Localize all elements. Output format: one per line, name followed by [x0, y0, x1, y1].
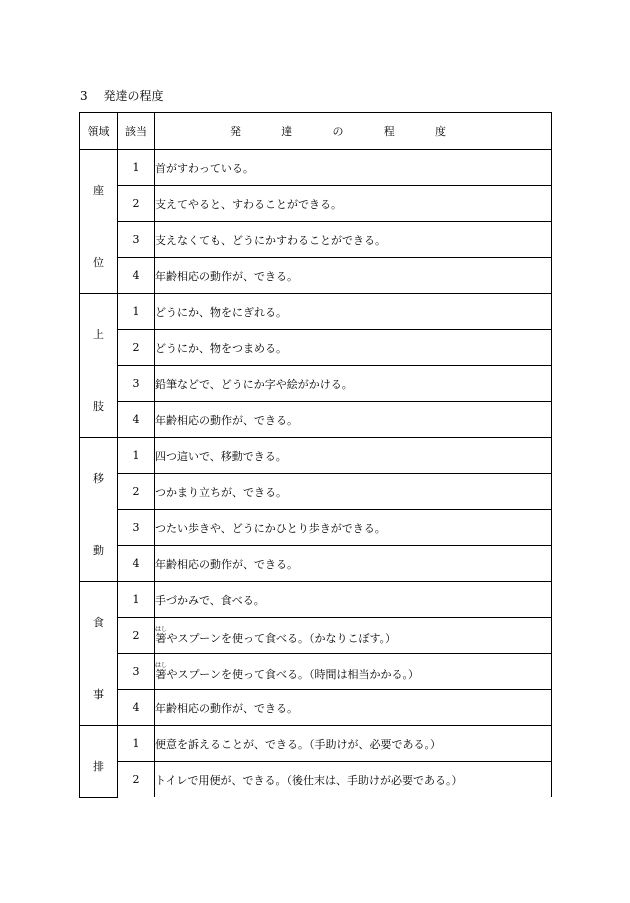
row-number: 1 — [118, 294, 155, 330]
row-description — [155, 654, 552, 690]
row-number: 4 — [118, 258, 155, 294]
row-number: 4 — [118, 690, 155, 726]
table-row — [80, 654, 552, 690]
row-number: 1 — [118, 582, 155, 618]
domain-char: 座 — [93, 184, 104, 197]
row-description: 便意を訴えることが、できる。（手助けが、必要である。） — [155, 726, 552, 762]
table-row — [80, 222, 552, 258]
domain-char: 位 — [93, 256, 104, 269]
row-description: 支えてやると、すわることができる。 — [155, 186, 552, 222]
header-applicable: 該当 — [118, 113, 155, 150]
table-row — [80, 726, 552, 762]
row-description: 鉛筆などで、どうにか字や絵がかける。 — [155, 366, 552, 402]
row-description-text: やスプーンを使って食べる。（かなりこぼす。） — [166, 631, 397, 645]
row-number: 2 — [118, 330, 155, 366]
row-number: 2 — [118, 762, 155, 798]
header-degree-char: 達 — [281, 125, 293, 138]
header-degree-char: 程 — [383, 125, 395, 138]
header-degree-char: の — [332, 125, 344, 138]
domain-cell-sitting — [80, 150, 118, 294]
domain-cell-upper-limb — [80, 294, 118, 438]
domain-char: 事 — [93, 688, 104, 701]
domain-char: 上 — [93, 328, 104, 341]
header-degree-char: 度 — [435, 125, 446, 138]
ruby-reading: はし — [155, 661, 168, 669]
domain-cell-eating — [80, 582, 118, 726]
domain-char: 食 — [93, 616, 104, 629]
row-description — [155, 618, 552, 654]
row-number: 3 — [118, 366, 155, 402]
section-heading: 3 発達の程度 — [80, 89, 164, 103]
domain-char: 移 — [93, 472, 104, 485]
row-number: 3 — [118, 222, 155, 258]
domain-cell-movement — [80, 438, 118, 582]
row-number: 3 — [118, 654, 155, 690]
row-description: つかまり立ちが、できる。 — [155, 474, 552, 510]
row-description: トイレで用便が、できる。（後仕末は、手助けが必要である。） — [155, 762, 552, 798]
chopsticks-ruby — [155, 661, 168, 681]
table-row — [80, 402, 552, 438]
header-degree-char: 発 — [230, 125, 241, 138]
table-row — [80, 510, 552, 546]
row-description-text: やスプーンを使って食べる。（時間は相当かかる。） — [166, 667, 419, 681]
row-number: 4 — [118, 402, 155, 438]
table-row — [80, 618, 552, 654]
row-number: 2 — [118, 618, 155, 654]
table-row — [80, 762, 552, 798]
table-row — [80, 474, 552, 510]
development-table — [79, 112, 552, 798]
row-number: 4 — [118, 546, 155, 582]
row-description: つたい歩きや、どうにかひとり歩きができる。 — [155, 510, 552, 546]
row-description: 手づかみで、食べる。 — [155, 582, 552, 618]
table-row — [80, 186, 552, 222]
row-number: 2 — [118, 186, 155, 222]
row-description: どうにか、物をにぎれる。 — [155, 294, 552, 330]
ruby-reading: はし — [155, 625, 168, 633]
row-description: 支えなくても、どうにかすわることができる。 — [155, 222, 552, 258]
table-row — [80, 438, 552, 474]
ruby-base: 箸 — [155, 631, 167, 645]
table-row — [80, 294, 552, 330]
domain-char: 排 — [93, 760, 104, 773]
header-row — [80, 113, 552, 150]
row-number: 1 — [118, 438, 155, 474]
row-description: 年齢相応の動作が、できる。 — [155, 546, 552, 582]
row-description: 四つ這いで、移動できる。 — [155, 438, 552, 474]
domain-char: 肢 — [93, 400, 104, 413]
table-row — [80, 330, 552, 366]
row-description: 年齢相応の動作が、できる。 — [155, 690, 552, 726]
row-description: どうにか、物をつまめる。 — [155, 330, 552, 366]
domain-cell-excretion — [80, 726, 118, 798]
table-row — [80, 258, 552, 294]
row-number: 2 — [118, 474, 155, 510]
table-row — [80, 582, 552, 618]
row-description: 首がすわっている。 — [155, 150, 552, 186]
row-number: 3 — [118, 510, 155, 546]
row-number: 1 — [118, 726, 155, 762]
header-domain: 領域 — [80, 113, 118, 150]
table-row — [80, 150, 552, 186]
domain-char: 動 — [93, 544, 104, 557]
header-degree — [155, 113, 552, 150]
table-row — [80, 690, 552, 726]
row-number: 1 — [118, 150, 155, 186]
row-description: 年齢相応の動作が、できる。 — [155, 402, 552, 438]
ruby-base: 箸 — [155, 667, 167, 681]
table-row — [80, 546, 552, 582]
chopsticks-ruby — [155, 625, 168, 645]
table-row — [80, 366, 552, 402]
row-description: 年齢相応の動作が、できる。 — [155, 258, 552, 294]
